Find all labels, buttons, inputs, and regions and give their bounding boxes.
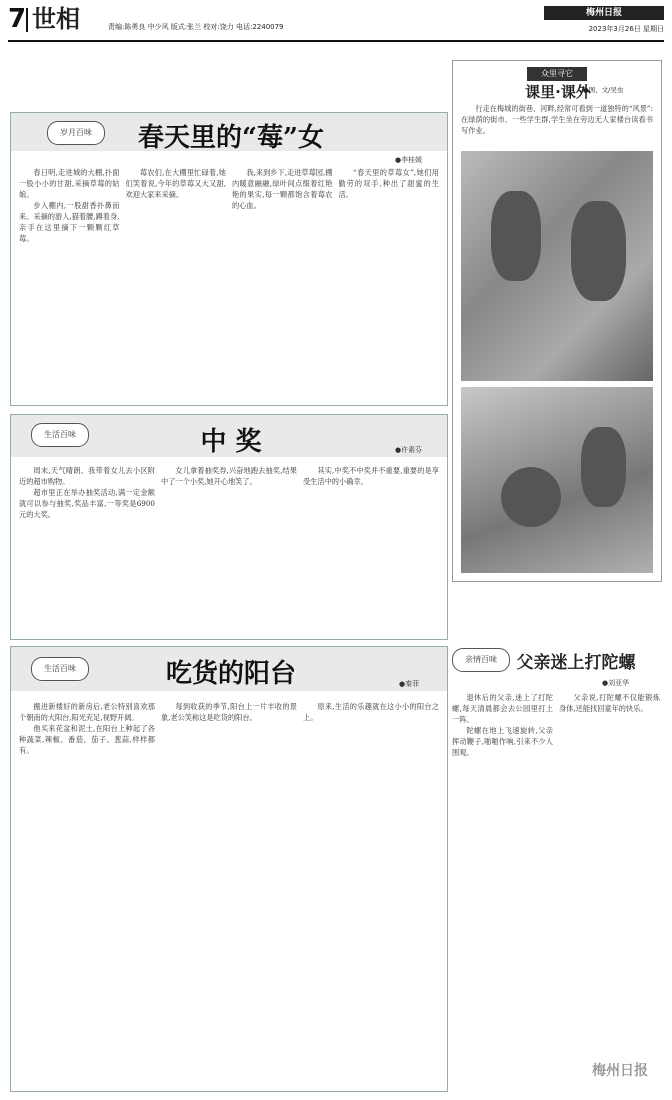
sidebar-byline: ●图、文/吴虫	[583, 86, 624, 94]
text-column: 每到收获的季节,阳台上一片丰收的景象,老公笑称这是吃货的阳台。	[161, 702, 297, 722]
article-body	[19, 167, 439, 399]
page-name: 世相	[32, 5, 80, 33]
text-column: 莓农们,在大棚里忙碌着,她们笑着说,今年的草莓又大又甜,欢迎大家来采摘。	[125, 168, 226, 199]
article-title: 吃货的阳台	[165, 659, 296, 689]
photo-figure	[491, 191, 541, 281]
article-byline: ●秦菲	[399, 680, 420, 688]
article-body	[19, 465, 439, 633]
column-tag: 生活百味	[31, 423, 89, 447]
children-studying-photo	[461, 387, 653, 573]
photo-figure	[501, 467, 561, 527]
sidebar-class-outside	[452, 60, 662, 582]
article-byline: ●刘亚华	[602, 679, 630, 687]
article-body	[19, 701, 439, 1083]
students-doing-homework-photo	[461, 151, 653, 381]
header-divider	[26, 8, 28, 32]
photo-figure	[571, 201, 626, 301]
text-column: 其实,中奖不中奖并不重要,重要的是享受生活中的小确幸。	[303, 466, 439, 486]
text-column: 搬进新楼好的新房后,老公特别喜欢那个朝南的大阳台,阳光充足,视野开阔。 他买来花盆和泥土,在阳台上种起了各种蔬菜,辣椒、番茄、茄子、葱蒜,样样都有。	[19, 702, 155, 755]
column-tag: 岁月百味	[47, 121, 105, 145]
article-title: 父亲迷上打陀螺	[516, 653, 636, 673]
page-date: 2023年3月26日 星期日	[588, 25, 664, 33]
article-spring-strawberry	[10, 112, 448, 406]
article-title: 春天里的“莓”女	[138, 123, 324, 153]
newspaper-watermark: 梅州日报	[592, 1063, 648, 1079]
text-column: 我,来到乡下,走进草莓园,棚内暖意融融,绿叶间点缀着红艳艳的果实,每一颗都饱含着莓农的心血。	[232, 168, 333, 210]
article-winning-prize	[10, 414, 448, 640]
page-number: 7	[8, 4, 27, 34]
sidebar-text: 行走在梅城的街巷、河畔,经常可看到一道独特的“风景”:在绿荫的街市、一些学生群,学生坐在旁边无人家楼台读看书写作业。	[461, 104, 653, 135]
column-tag: 生活百味	[31, 657, 89, 681]
article-body	[452, 692, 660, 1072]
text-column: 退休后的父亲,迷上了打陀螺,每天清晨都会去公园里打上一阵。 陀螺在地上飞速旋转,父亲挥动鞭子,啪啪作响,引来不少人围观。	[452, 693, 553, 757]
text-column: 女儿拿着抽奖券,兴奋地跑去抽奖,结果中了一个小奖,她开心地笑了。	[161, 466, 297, 486]
photo-figure	[581, 427, 626, 507]
masthead-logo: 梅州日报	[544, 6, 664, 20]
article-father-spinning-top	[452, 648, 660, 1088]
article-foodie-balcony	[10, 646, 448, 1092]
page-credits: 责编:陈勇良 中少风 版式:张兰 校对:饶力 电话:2240079	[108, 23, 284, 31]
article-byline: ●李桂媛	[395, 156, 423, 164]
text-column: “春天里的草莓女”,她们用勤劳的双手,种出了甜蜜的生活。	[338, 168, 439, 199]
sidebar-keyword: 众里寻它	[527, 67, 587, 81]
text-column: 原来,生活的乐趣就在这小小的阳台之上。	[303, 702, 439, 722]
text-column: 春日明,走进城的大棚,扑面一股小小的甘甜,采摘草莓的姑娘。 步入棚内,一股甜香扑鼻而来。采摘的游人,猫着腰,蹲着身,亲手在这里摘下一颗颗红草莓。	[19, 168, 120, 243]
text-column: 父亲说,打陀螺不仅能锻炼身体,还能找回童年的快乐。	[559, 693, 660, 713]
article-byline: ●许素芬	[395, 446, 423, 454]
sidebar-title: 课里·课外	[525, 83, 591, 101]
text-column: 周末,天气晴朗。我带着女儿去小区附近的超市购物。 超市里正在举办抽奖活动,满一定金额就可以参与抽奖,奖品丰富,一等奖是6900元的大奖。	[19, 466, 155, 519]
column-tag: 亲情百味	[452, 648, 510, 672]
page-header	[8, 4, 664, 38]
article-title: 中 奖	[200, 427, 262, 457]
header-rule	[8, 40, 664, 42]
